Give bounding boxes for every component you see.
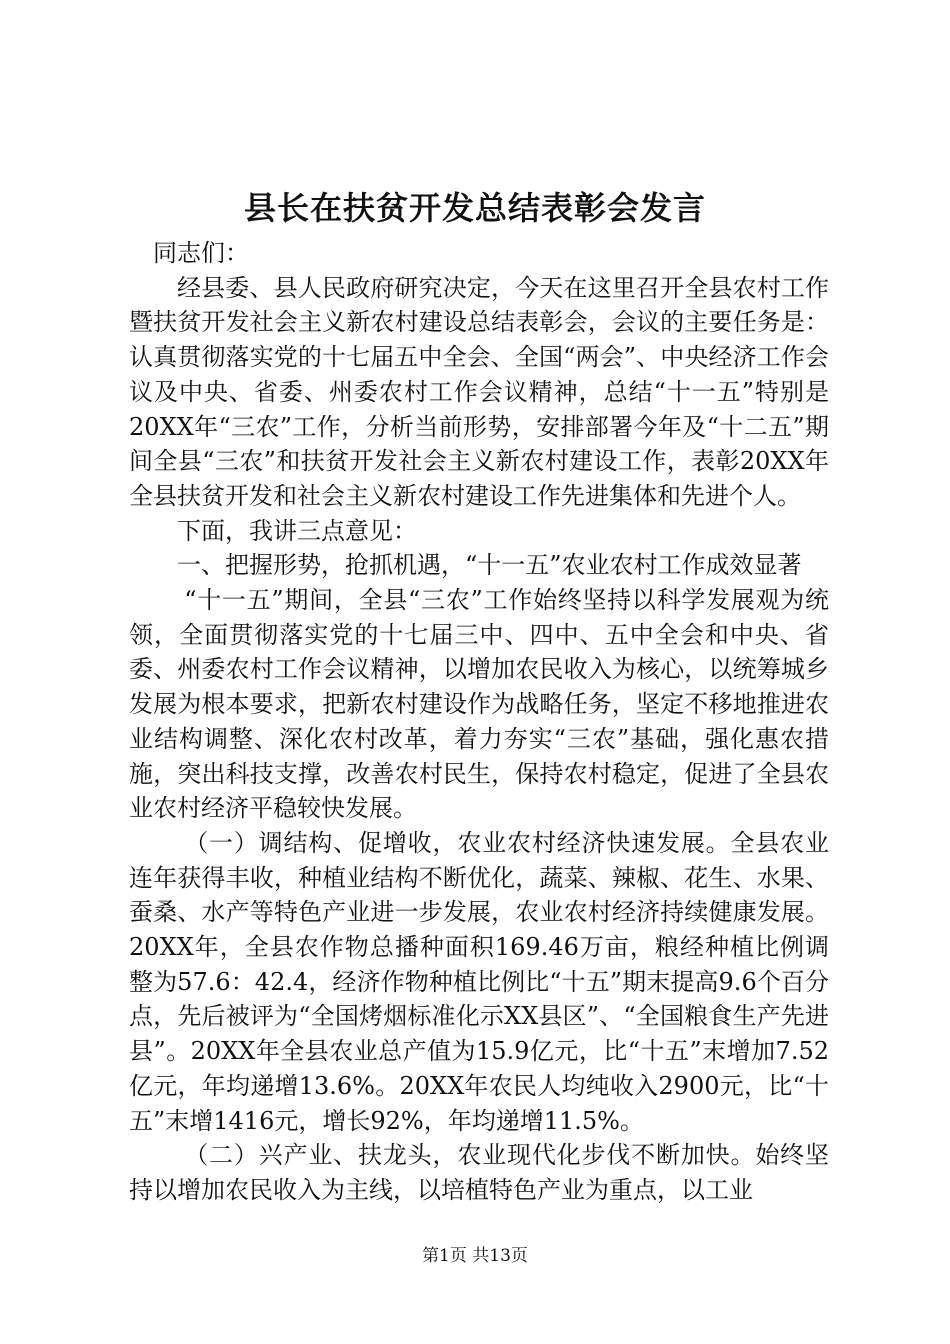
paragraph-transition: 下面，我讲三点意见： — [177, 516, 417, 545]
paragraph-subsection-1: （一）调结构、促增收，农业农村经济快速发展。全县农业连年获得丰收，种植业结构不断优化，蔬菜、辣椒、花生、水果、蚕桑、水产等特色产业进一步发展，农业农村经济持续健康发展。20XX年，全县农作物总播种面积169.46万亩，粮经种植比例调整为57.6：42.4，经济作物种植比例比“十五”期末提高9.6个百分点，先后被评为“全国烤烟标准化示XX县区”、“全国粮食生产先进县”。20XX年全县农业总产值为15.9亿元，比“十五”末增加7.52亿元，年均递增13.6%。20XX年农民人均纯收入2900元，比“十五”末增1416元，增长92%，年均递增11.5%。 — [129, 828, 829, 1135]
document-title: 县长在扶贫开发总结表彰会发言 — [243, 189, 706, 227]
salutation: 同志们： — [153, 239, 249, 267]
paragraph-intro: 经县委、县人民政府研究决定，今天在这里召开全县农村工作暨扶贫开发社会主义新农村建设总结表彰会，会议的主要任务是：认真贯彻落实党的十七届五中全会、全国“两会”、中央经济工作会议及中央、省委、州委农村工作会议精神，总结“十一五”特别是20XX年“三农”工作，分析当前形势，安排部署今年及“十二五”期间全县“三农”和扶贫开发社会主义新农村建设工作，表彰20XX年全县扶贫开发和社会主义新农村建设工作先进集体和先进个人。 — [129, 273, 829, 510]
section-heading-1: 一、把握形势，抢抓机遇，“十一五”农业农村工作成效显著 — [177, 551, 802, 580]
paragraph-subsection-2: （二）兴产业、扶龙头，农业现代化步伐不断加快。始终坚持以增加农民收入为主线，以培植特色产业为重点，以工业 — [129, 1141, 829, 1204]
document-body — [129, 236, 829, 1208]
page-footer: 第1页 共13页 — [422, 1246, 528, 1266]
paragraph-section-1: “十一五”期间，全县“三农”工作始终坚持以科学发展观为统领，全面贯彻落实党的十七届三中、四中、五中全会和中央、省委、州委农村工作会议精神，以增加农民收入为核心，以统筹城乡发展为根本要求，把新农村建设作为战略任务，坚定不移地推进农业结构调整、深化农村改革，着力夯实“三农”基础，强化惠农措施，突出科技支撑，改善农村民生，保持农村稳定，促进了全县农业农村经济平稳较快发展。 — [129, 586, 829, 823]
